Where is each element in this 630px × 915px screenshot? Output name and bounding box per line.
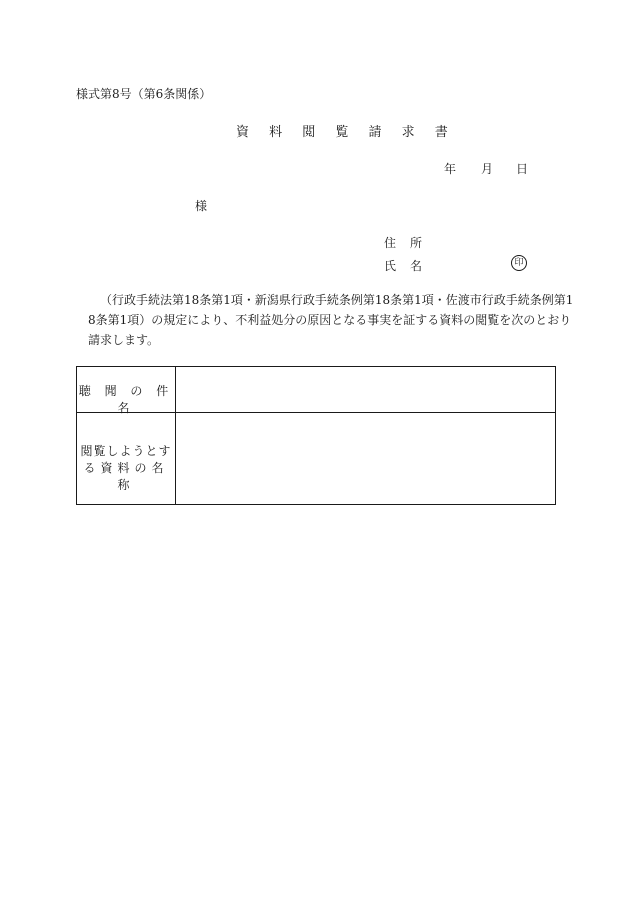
table-column-divider <box>175 367 176 504</box>
table-row-material-name <box>77 413 555 504</box>
statement-line-2: 8条第1項）の規定により、不利益処分の原因となる事実を証する資料の閲覧を次のとおり <box>88 313 572 327</box>
hearing-subject-label: 聴 聞 の 件 名 <box>78 384 174 415</box>
statement-line-3: 請求します。 <box>88 333 160 347</box>
name-label <box>384 257 422 274</box>
address-label <box>384 234 422 251</box>
material-name-label-line-2: る資料の名称 <box>83 461 169 492</box>
request-table <box>76 366 556 505</box>
date-year-label: 年 <box>444 162 457 176</box>
request-statement <box>88 290 574 350</box>
address-label-char-2: 所 <box>410 236 423 250</box>
material-name-label-line-1: 閲覧しようとす <box>80 444 172 458</box>
form-number: 様式第8号（第6条関係） <box>76 87 212 101</box>
date-month-label: 月 <box>481 162 494 176</box>
seal-mark-icon: 印 <box>511 255 527 271</box>
document-title: 資 料 閲 覧 請 求 書 <box>236 125 456 140</box>
date-day-label: 日 <box>516 162 529 176</box>
name-label-char-2: 名 <box>410 259 423 273</box>
table-row-hearing-subject <box>77 367 555 413</box>
material-name-label <box>77 443 175 494</box>
address-label-char-1: 住 <box>384 236 397 250</box>
name-label-char-1: 氏 <box>384 259 397 273</box>
statement-line-1: （行政手続法第18条第1項・新潟県行政手続条例第18条第1項・佐渡市行政手続条例第1 <box>100 293 574 307</box>
addressee-suffix: 様 <box>195 199 208 213</box>
